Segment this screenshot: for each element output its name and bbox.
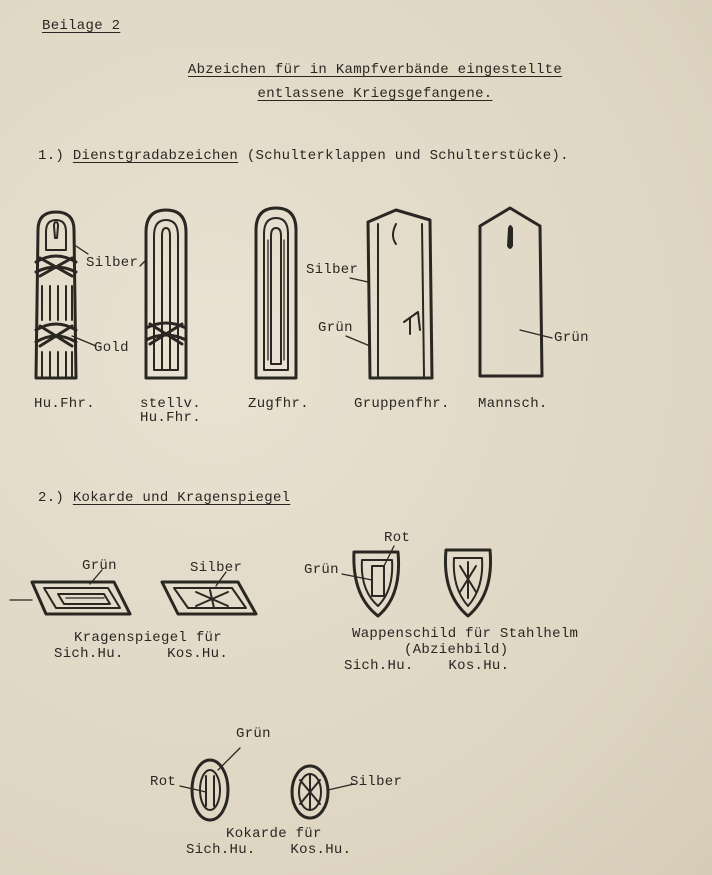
- shield-caption-line1: Wappenschild für Stahlhelm: [352, 626, 579, 642]
- section2-heading-row: [38, 490, 290, 506]
- document-title-line1: Abzeichen für in Kampfverbände eingestellte: [187, 62, 563, 78]
- section1-number: 1.): [38, 148, 65, 164]
- annotation-red-shield: Rot: [384, 530, 411, 546]
- annotation-green-2: Grün: [554, 330, 589, 346]
- badge-label-mannsch: Mannsch.: [478, 396, 548, 412]
- badge-label-hu-fhr: Hu.Fhr.: [34, 396, 95, 412]
- cockade-sich-hu-icon: [180, 748, 240, 820]
- shield-caption-line2: (Abziehbild): [404, 642, 509, 658]
- badge-label-zugfhr: Zugfhr.: [248, 396, 309, 412]
- shoulder-board-hu-fhr-icon: [36, 212, 96, 378]
- section1-subheading: (Schulterklappen und Schulterstücke).: [246, 148, 569, 164]
- helmet-shield-sich-hu-icon: [342, 546, 399, 616]
- annotation-silver-cockade: Silber: [350, 774, 403, 790]
- annotation-silver-collar: Silber: [190, 560, 243, 576]
- shoulder-board-gruppenfhr-icon: [346, 210, 432, 378]
- badge-label-stellv-line2: Hu.Fhr.: [140, 410, 201, 426]
- annotation-green-1: Grün: [318, 320, 353, 336]
- cockade-caption-line1: Kokarde für: [226, 826, 322, 842]
- shoulder-board-zugfhr-icon: [256, 208, 296, 378]
- badge-label-stellv-line1: stellv.: [140, 396, 201, 412]
- section2-heading: Kokarde und Kragenspiegel: [72, 490, 291, 506]
- collar-caption-line1: Kragenspiegel für: [74, 630, 222, 646]
- annotation-silver-1: Silber: [86, 255, 139, 271]
- badge-label-gruppenfhr: Gruppenfhr.: [354, 396, 450, 412]
- annotation-green-collar: Grün: [82, 558, 117, 574]
- annotation-green-shield: Grün: [304, 562, 339, 578]
- annotation-silver-2: Silber: [306, 262, 359, 278]
- cockade-caption-units: Sich.Hu. Kos.Hu.: [186, 842, 352, 858]
- collar-patch-sich-hu-icon: [10, 570, 130, 614]
- helmet-shield-kos-hu-icon: [445, 550, 490, 616]
- attachment-label: Beilage 2: [42, 18, 121, 34]
- shoulder-board-mannsch-icon: [480, 208, 552, 376]
- annotation-gold: Gold: [94, 340, 129, 356]
- collar-patch-kos-hu-icon: [162, 572, 256, 614]
- section1-heading-row: [38, 148, 569, 164]
- collar-caption-units: Sich.Hu. Kos.Hu.: [54, 646, 229, 662]
- annotation-green-cockade: Grün: [236, 726, 271, 742]
- shoulder-board-stellv-hu-fhr-icon: [140, 210, 186, 378]
- section1-heading: Dienstgradabzeichen: [72, 148, 239, 164]
- document-title-line2: entlassene Kriegsgefangene.: [257, 86, 493, 102]
- shield-caption-units: Sich.Hu. Kos.Hu.: [344, 658, 510, 674]
- cockade-kos-hu-icon: [292, 766, 354, 818]
- section2-number: 2.): [38, 490, 65, 506]
- annotation-red-cockade: Rot: [150, 774, 177, 790]
